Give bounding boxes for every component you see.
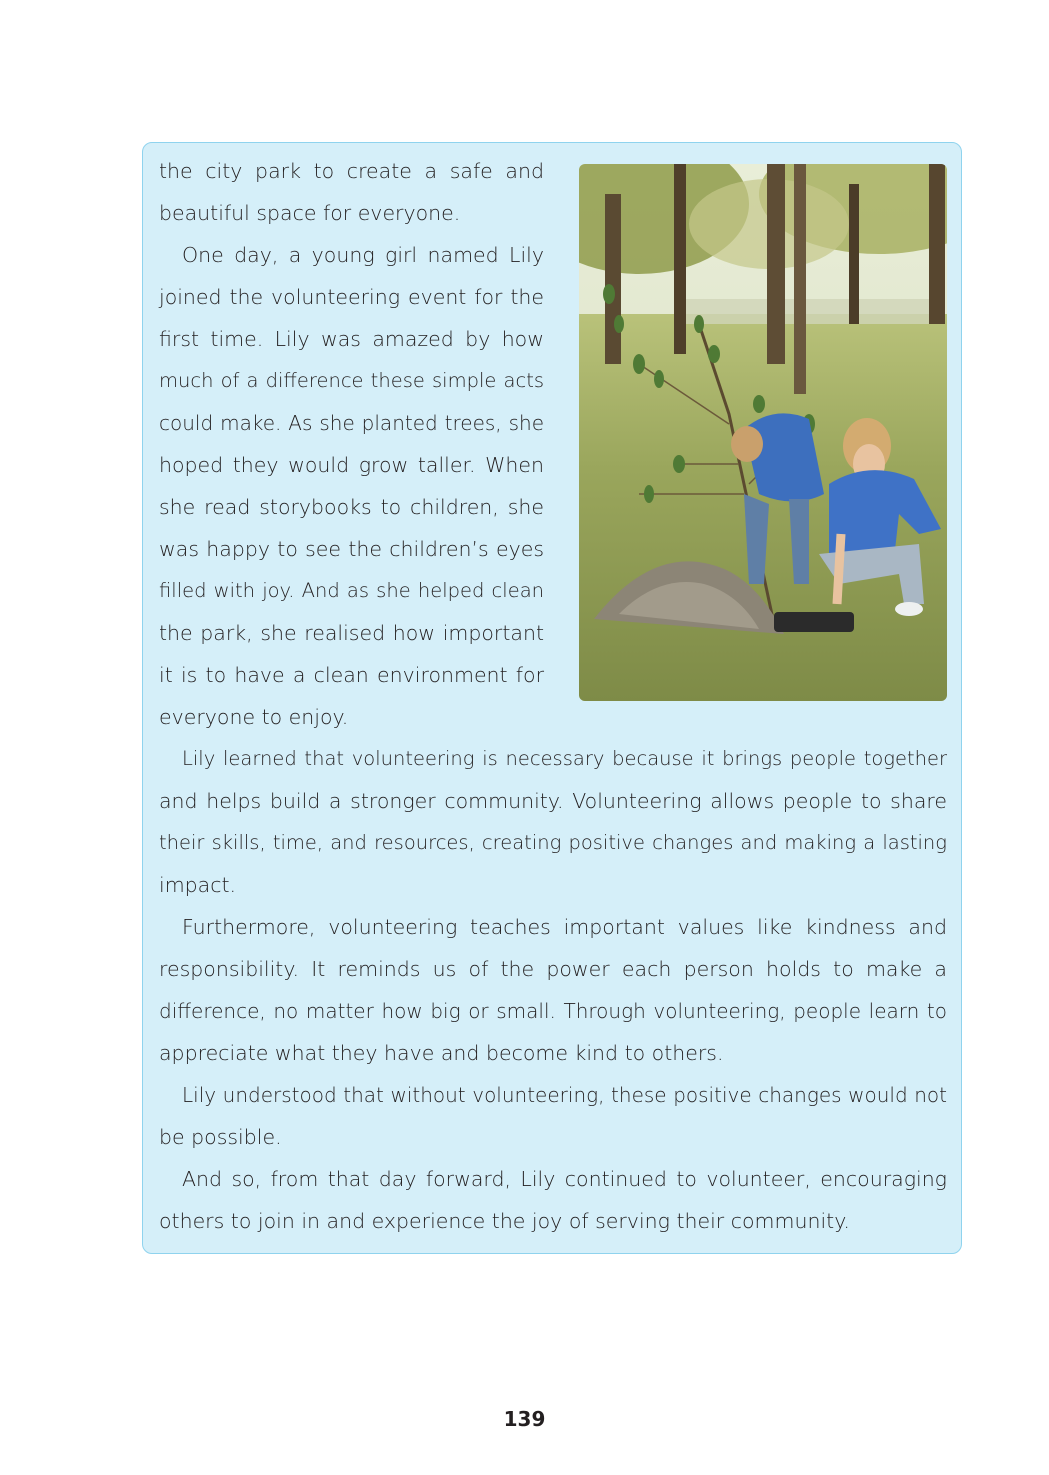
story-line: was happy to see the children’s eyes [159, 537, 544, 561]
story-line: first time. Lily was amazed by how [159, 327, 544, 351]
story-line: it is to have a clean environment for [159, 663, 544, 687]
story-line: difference, no matter how big or small. Through volunteering, people learn to [159, 999, 947, 1023]
story-line: the park, she realised how important [159, 621, 544, 645]
story-line: impact. [159, 873, 237, 897]
story-line: Lily learned that volunteering is necessary because it brings people together [182, 747, 947, 770]
story-line: responsibility. It reminds us of the power each person holds to make a [159, 957, 947, 981]
story-line: beautiful space for everyone. [159, 201, 461, 225]
story-line: be possible. [159, 1125, 282, 1149]
story-line: their skills, time, and resources, creating positive changes and making a lasting [159, 831, 947, 854]
story-line: One day, a young girl named Lily [182, 243, 544, 267]
story-line: appreciate what they have and become kind to others. [159, 1041, 724, 1065]
story-line: filled with joy. And as she helped clean [159, 579, 544, 602]
story-line: she read storybooks to children, she [159, 495, 544, 519]
story-line: joined the volunteering event for the [159, 285, 544, 309]
story-line: Furthermore, volunteering teaches important values like kindness and [182, 915, 947, 939]
story-line: the city park to create a safe and [159, 159, 544, 183]
story-line: others to join in and experience the joy of serving their community. [159, 1209, 850, 1233]
story-line: everyone to enjoy. [159, 705, 349, 729]
children-planting-tree-photo [579, 164, 947, 701]
page-number: 139 [503, 1407, 546, 1431]
story-line: could make. As she planted trees, she [159, 411, 544, 435]
story-line: And so, from that day forward, Lily continued to volunteer, encouraging [182, 1167, 947, 1191]
story-line: Lily understood that without volunteering, these positive changes would not [182, 1083, 947, 1107]
story-box [142, 142, 962, 1254]
story-line: hoped they would grow taller. When [159, 453, 544, 477]
story-line: and helps build a stronger community. Volunteering allows people to share [159, 789, 947, 813]
story-line: much of a difference these simple acts [159, 369, 544, 392]
